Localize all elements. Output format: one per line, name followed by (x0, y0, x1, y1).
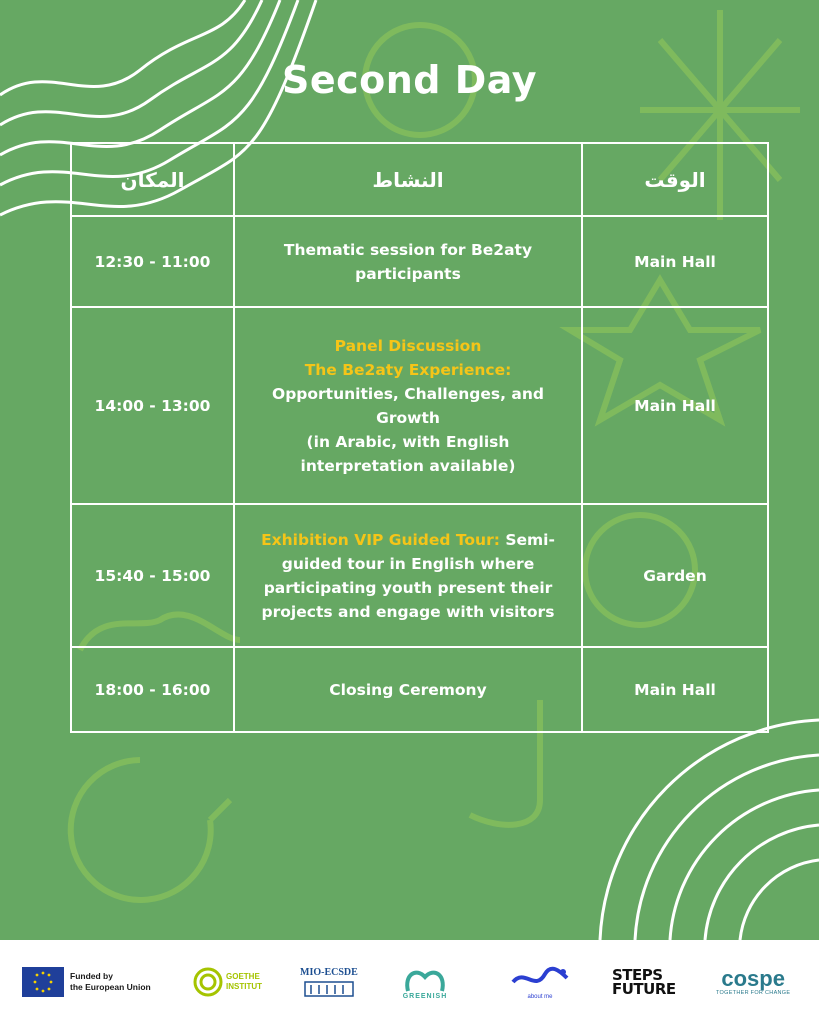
cospe-name: cospe (721, 966, 785, 991)
schedule-table (70, 142, 769, 733)
greenish-leaf-icon (402, 965, 448, 993)
cycle-arrow-doodle-icon (71, 760, 230, 900)
time-cell: 12:30 - 11:00 (71, 216, 234, 307)
about-me-label: about me (527, 994, 553, 1000)
activity-cell (234, 504, 582, 647)
time-cell: 14:00 - 13:00 (71, 307, 234, 504)
time-cell: 15:40 - 15:00 (71, 504, 234, 647)
goethe-line1: GOETHE (226, 972, 260, 981)
steps-line2: FUTURE (612, 980, 676, 998)
activity-highlight: Panel Discussion (334, 336, 482, 355)
goethe-line2: INSTITUT (226, 982, 262, 991)
location-cell: Main Hall (582, 307, 768, 504)
header-activity: النشاط (234, 143, 582, 216)
header-time: الوقت (582, 143, 768, 216)
location-cell: Main Hall (582, 216, 768, 307)
steps-future-logo (612, 958, 676, 1006)
activity-cell: Closing Ceremony (234, 647, 582, 732)
header-place: المكان (71, 143, 234, 216)
mio-label: MIO-ECSDE (300, 966, 358, 978)
eu-line2: the European Union (70, 982, 151, 992)
table-row (71, 504, 768, 647)
activity-text: Semi-guided tour in English where participating youth present their projects and engage with visitors (261, 530, 555, 621)
location-cell: Main Hall (582, 647, 768, 732)
table-row (71, 307, 768, 504)
eu-logo (22, 958, 151, 1006)
activity-highlight: Exhibition VIP Guided Tour: (261, 530, 500, 549)
mio-ecsde-logo (300, 958, 358, 1006)
greenish-logo (402, 958, 448, 1006)
cospe-tagline: TOGETHER FOR CHANGE (716, 990, 791, 996)
location-cell: Garden (582, 504, 768, 647)
activity-text: Opportunities, Challenges, and Growth (272, 384, 544, 427)
time-cell: 18:00 - 16:00 (71, 647, 234, 732)
table-row (71, 216, 768, 307)
table-row (71, 647, 768, 732)
bottom-right-arcs (600, 720, 819, 940)
about-me-logo (505, 958, 575, 1006)
temple-icon (301, 978, 357, 998)
footer-logos (0, 940, 819, 1024)
about-me-figure-icon (505, 964, 575, 994)
steps-line1: STEPS (612, 966, 663, 984)
cospe-logo (716, 958, 790, 1006)
activity-highlight: The Be2aty Experience: (304, 360, 512, 379)
eu-flag-icon (22, 967, 64, 997)
header-row (71, 143, 768, 216)
greenish-label: GREENISH (402, 992, 448, 1000)
activity-cell: Thematic session for Be2aty participants (234, 216, 582, 307)
goethe-swirl-icon (193, 967, 223, 997)
page-title: Second Day (281, 58, 538, 102)
goethe-logo (193, 958, 262, 1006)
eu-line1: Funded by (70, 971, 113, 981)
activity-cell (234, 307, 582, 504)
activity-note: (in Arabic, with English interpretation available) (300, 432, 516, 475)
